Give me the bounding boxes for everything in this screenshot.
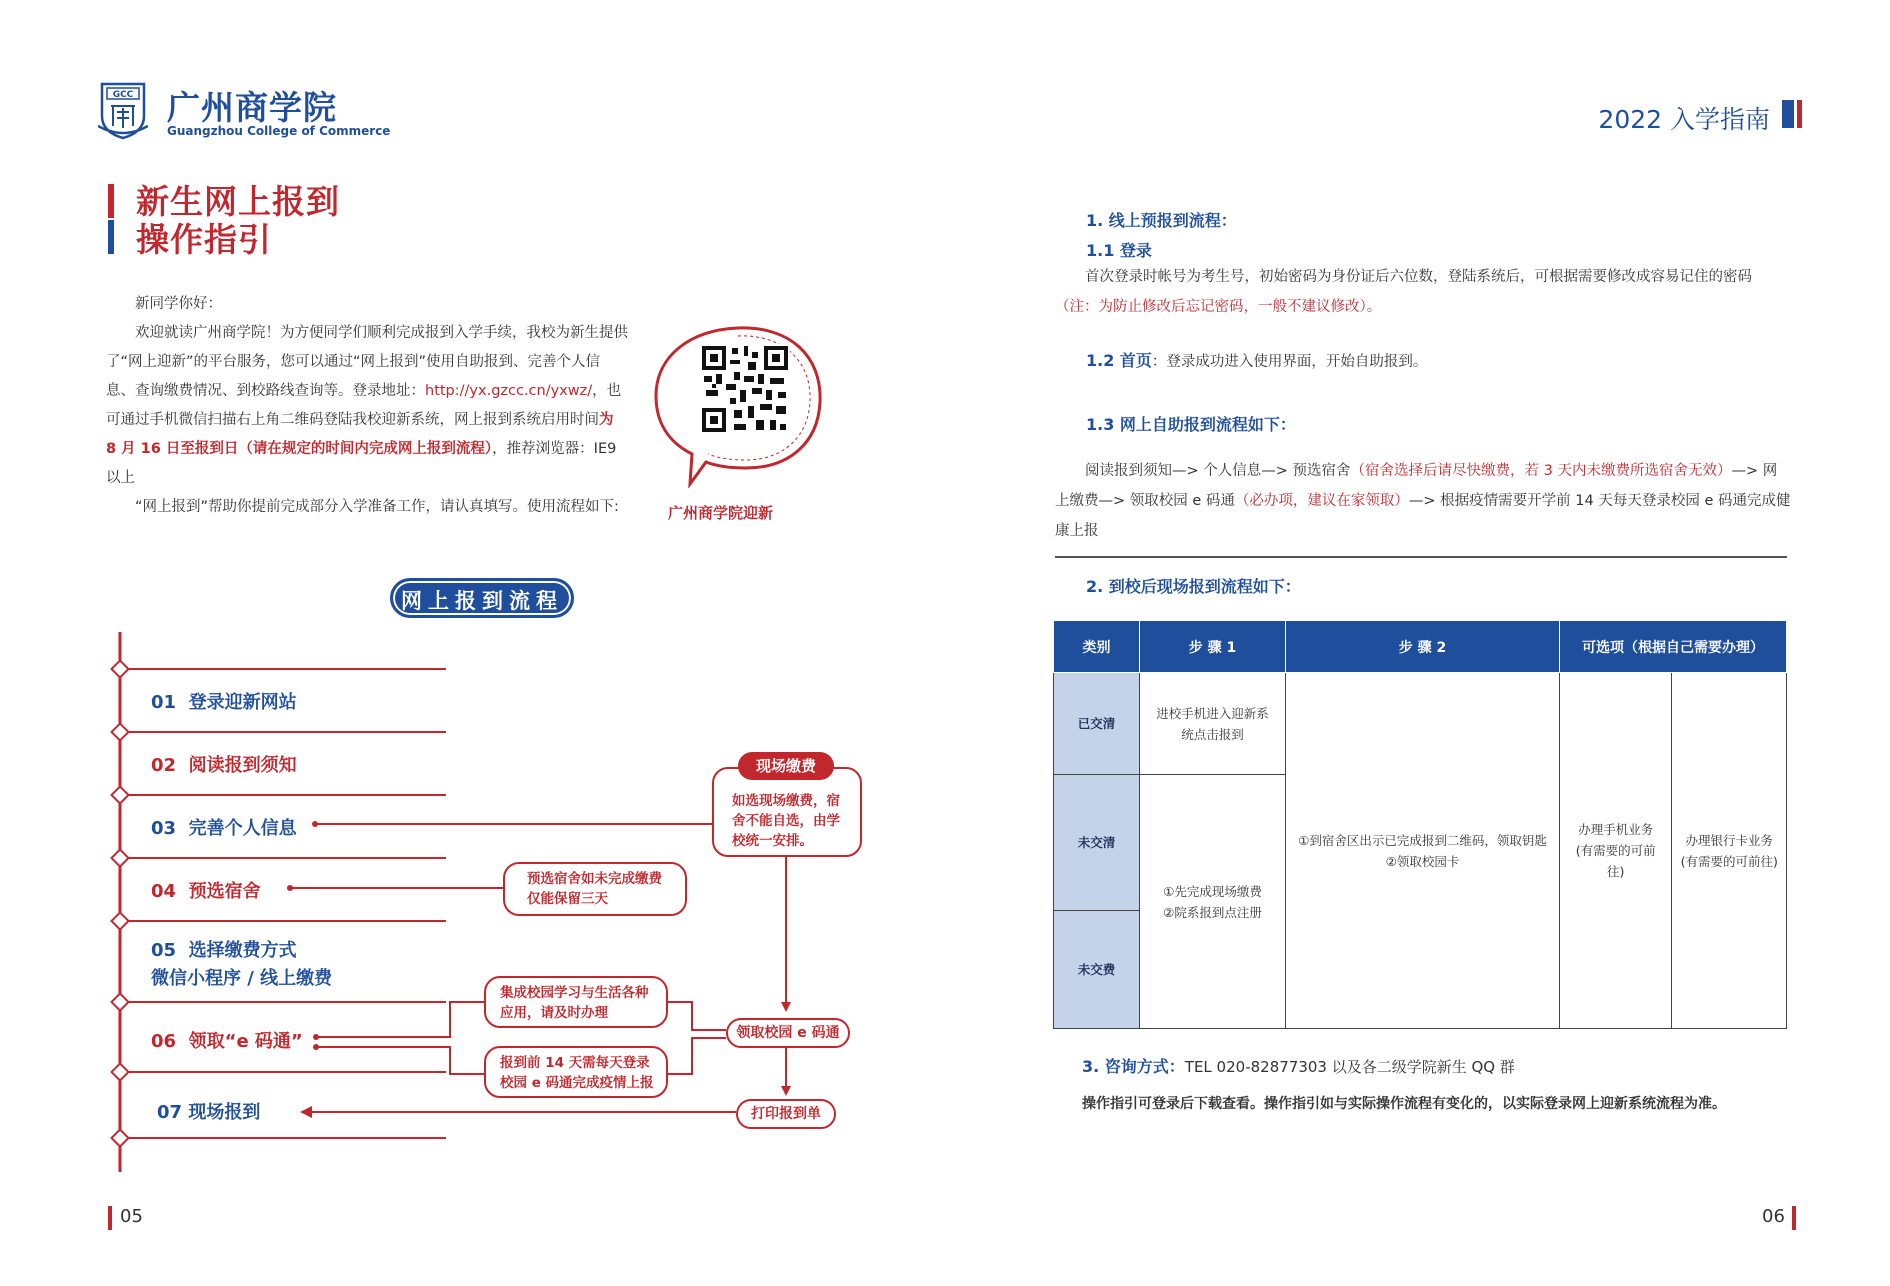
step-label: 领取“e 码通” [188,1031,303,1052]
footer-note: 操作指引可登录后下载查看。操作指引如与实际操作流程有变化的，以实际登录网上迎新系统流程为准。 [1082,1096,1726,1112]
page-number-bar [108,1206,112,1230]
school-name-en: Guangzhou College of Commerce [167,124,391,138]
section-1-3-title: 1.3 网上自助报到流程如下： [1086,415,1296,434]
campus-app-callout [484,976,668,1028]
consult-info [1082,1054,1515,1077]
section-1-1-text [1055,262,1791,322]
login-instructions: 首次登录时帐号为考生号，初始密码为身份证后六位数，登陆系统后，可根据需要修改成容易记住的密码 [1085,269,1752,285]
step-label: 登录迎新网站 [188,692,297,713]
step-label: 选择缴费方式 [188,940,297,961]
svg-text:GCC: GCC [112,90,134,100]
step-number: 03 [151,818,177,839]
step1-unpaid [1140,775,1286,1029]
process-flow-lines [0,0,900,1190]
browser-requirement: ，推荐浏览器：IE9 以上 [106,441,617,486]
step-07 [157,1098,260,1124]
step-06 [151,1027,303,1053]
get-ecode-tag: 领取校园 e 码通 [726,1018,850,1048]
onsite-pay-callout [712,767,862,857]
step-number: 06 [151,1031,177,1052]
onsite-process-table [1053,620,1787,1029]
table-header-step1: 步 骤 1 [1140,621,1286,673]
step2-cell [1286,673,1560,1029]
page-title-line1: 新生网上报到 [136,182,340,221]
flow-text-c: —> 根据疫情需要开学前 14 天每天登录校园 e 码通完成健康上报 [1055,493,1791,539]
step-05-sub: 微信小程序 / 线上缴费 [151,968,333,989]
step1-paid-text: 进校手机进入迎新系统点击报到 [1156,705,1269,742]
step-04 [151,877,261,903]
usage-intro: “网上报到”帮助你提前完成部分入学准备工作，请认真填写。使用流程如下: [135,499,619,515]
section-divider [1055,556,1787,558]
step-05 [151,936,297,962]
step-number: 01 [151,692,177,713]
step-label: 完善个人信息 [188,818,297,839]
step-number: 04 [151,881,177,902]
onsite-pay-tag: 现场缴费 [738,752,834,780]
section-1-2 [1086,346,1427,377]
print-form-tag: 打印报到单 [736,1099,836,1129]
intro-text-b: ，也可通过手机微信扫描右上角二维码登陆我校迎新系统，网上报到系统启用时间 [106,383,622,428]
guide-title-mark-red [1797,100,1802,128]
step-02 [151,751,297,777]
login-url-link[interactable]: http://yx.gzcc.cn/yxwz/ [425,383,593,399]
table-header-step2: 步 骤 2 [1286,621,1560,673]
table-header-category: 类别 [1054,621,1140,673]
section-1-2-title: 1.2 首页 [1086,351,1152,370]
campus-app-note: 集成校园学习与生活各种应用，请及时办理 [500,985,649,1021]
consult-phone: TEL 020-82877303 以及各二级学院新生 QQ 群 [1184,1058,1515,1076]
optional-phone [1560,673,1672,1029]
section-3-title: 3. 咨询方式： [1082,1057,1185,1076]
section-1-3-text [1055,456,1791,546]
process-title: 网上报到流程 [390,578,574,618]
optional-phone-text: 办理手机业务 (有需要的可前往) [1575,822,1656,879]
guide-title-mark [1782,100,1794,128]
step-number: 02 [151,755,177,776]
step-03 [151,814,297,840]
step-label: 阅读报到须知 [188,755,297,776]
step-label: 现场报到 [188,1102,261,1123]
table-header-row [1054,621,1787,673]
qr-caption: 广州商学院迎新 [668,504,774,522]
optional-bank-text: 办理银行卡业务 (有需要的可前往) [1680,832,1778,869]
registration-period: 为 8 月 16 日至报到日（请在规定的时间内完成网上报到流程） [106,412,614,457]
page-number-right: 06 [1762,1206,1785,1227]
page-title-line2: 操作指引 [136,220,272,259]
step1-paid [1140,673,1286,775]
guide-title: 2022 入学指南 [1598,105,1770,134]
step-01 [151,688,297,714]
ecode-required: （必办项，建议在家领取） [1234,493,1409,509]
page-number-left: 05 [120,1206,143,1227]
intro-text-a: 欢迎就读广州商学院！为方便同学们顺利完成报到入学手续，我校为新生提供了“网上迎新”的平台服务，您可以通过“网上报到”使用自助报到、完善个人信息、查询缴费情况、到校路线查询等。登录地址： [106,325,628,399]
step-label: 预选宿舍 [188,881,261,902]
page-number-bar-right [1792,1206,1796,1230]
dorm-warning: （宿舍选择后请尽快缴费，若 3 天内未缴费所选宿舍无效） [1350,463,1732,479]
school-name-cn: 广州商学院 [167,88,337,127]
password-note: （注：为防止修改后忘记密码，一般不建议修改）。 [1055,299,1382,315]
step2-text: ①到宿舍区出示已完成报到二维码，领取钥匙 ②领取校园卡 [1298,832,1547,869]
health-report-callout [484,1046,668,1098]
dorm-hold-callout [503,862,687,916]
table-header-optional: 可选项（根据自己需要办理） [1560,621,1787,673]
category-unpaid-partial: 未交清 [1054,775,1140,911]
optional-bank [1672,673,1787,1029]
category-paid: 已交清 [1054,673,1140,775]
flow-text-b: —> 网上缴费—> 领取校园 e 码通 [1055,463,1778,509]
step-number: 05 [151,940,177,961]
section-2-title: 2. 到校后现场报到流程如下： [1086,577,1301,596]
health-report-note: 报到前 14 天需每天登录校园 e 码通完成疫情上报 [500,1055,654,1091]
section-1-title: 1. 线上预报到流程： [1086,211,1237,230]
section-1-2-text: ：登录成功进入使用界面，开始自助报到。 [1151,354,1428,370]
section-1-1-title: 1.1 登录 [1086,241,1152,260]
step1-unpaid-text: ①先完成现场缴费 ②院系报到点注册 [1163,883,1262,920]
greeting: 新同学你好： [135,296,222,312]
table-row [1054,673,1787,775]
dorm-hold-note: 预选宿舍如未完成缴费仅能保留三天 [527,871,662,907]
category-unpaid: 未交费 [1054,911,1140,1029]
step-number: 07 [157,1102,183,1123]
onsite-pay-note: 如选现场缴费，宿舍不能自选，由学校统一安排。 [732,793,840,849]
flow-text-a: 阅读报到须知—> 个人信息—> 预选宿舍 [1085,463,1351,479]
